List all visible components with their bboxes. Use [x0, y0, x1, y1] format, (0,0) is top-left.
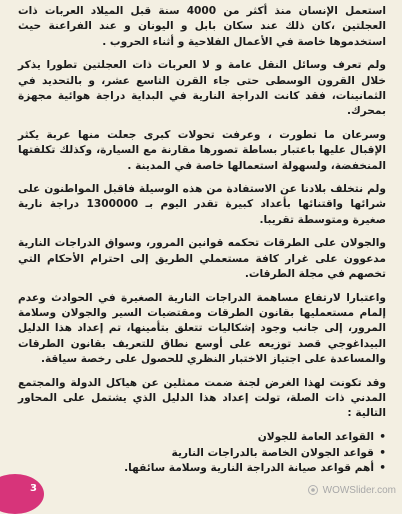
page-number: 3	[30, 483, 37, 494]
document-body	[18, 4, 386, 474]
wowslider-logo-icon	[308, 485, 318, 495]
paragraph-2: ولم تعرف وسائل النقل عامة و لا العربات ذات العجلتين تطورا يذكر خلال القرون الوسطى حتى جاء القرن التاسع عشر، و بالتحديد في الثمانينات، فقد كانت الدراجة النارية في البداية دراجة هوائية مجهزة بمحرك.	[18, 59, 386, 118]
paragraph-3: وسرعان ما تطورت ، وعرفت تحولات كبرى جعلت منها عربة يكثر الإقبال عليها باعتبار بساطة تصورها مقارنة مع السيارة، وكذلك تكلفتها المنخفضة، ولسهولة استعمالها خاصة في المدينة .	[18, 128, 386, 172]
paragraph-4: ولم نتخلف بلادنا عن الاستفادة من هذه الوسيلة فاقبل المواطنون على شرائها واقتنائها بأعداد كبيرة تقدر اليوم بـ 1300000 دراجة نارية صغيرة ومتوسطة تقريبا.	[18, 183, 386, 226]
list-item	[18, 461, 386, 477]
watermark-text: WOWSlider.com	[322, 485, 396, 496]
paragraph-7: وقد تكونت لهذا الغرض لجنة ضمت ممثلين عن هياكل الدولة والمجتمع المدني ذات الصلة، تولت إعداد هذا الدليل الذي يشتمل على المحاور التالية :	[18, 376, 386, 420]
list-item	[18, 430, 386, 446]
bullet-icon: •	[379, 462, 386, 475]
paragraph-6: واعتبارا لارتفاع مساهمة الدراجات النارية الصغيرة في الحوادث وعدم إلمام مستعمليها بقانون الطرقات ومقتضيات السير والجولان وسلامة المرور، إلى جانب وجود إشكاليات تتعلق بتأمينها، تم إعداد هذا الدليل البيداغوجي قصد توزيعه على أوسع نطاق للتعريف بقانون الطرقات والمساعدة على اجتياز الاختبار النظري للحصول على رخصة سياقة.	[18, 291, 386, 366]
paragraph-1: استعمل الإنسان منذ أكثر من 4000 سنة قبل الميلاد العربات ذات العجلتين ،كان ذلك عند سكان بابل و اليونان و عند الفراعنة حيث استخدموها خاصة في الأعمال الفلاحية و أثناء الحروب .	[18, 5, 386, 48]
page-badge	[0, 474, 44, 514]
watermark	[308, 485, 396, 496]
list-item-text: القواعد العامة للجولان	[257, 430, 374, 443]
topics-list	[18, 430, 386, 477]
bullet-icon: •	[379, 430, 386, 443]
bullet-icon: •	[379, 446, 386, 459]
list-item-text: أهم قواعد صيانة الدراجة النارية وسلامة سائقها.	[124, 462, 374, 475]
list-item	[18, 446, 386, 462]
list-item-text: قواعد الجولان الخاصة بالدراجات النارية	[171, 446, 374, 459]
paragraph-5: والجولان على الطرقات تحكمه قوانين المرور، وسواق الدراجات النارية مدعوون على غرار كافة مستعملي الطريق إلى احترام الأحكام التي تخصهم في مجلة الطرقات.	[18, 237, 386, 281]
